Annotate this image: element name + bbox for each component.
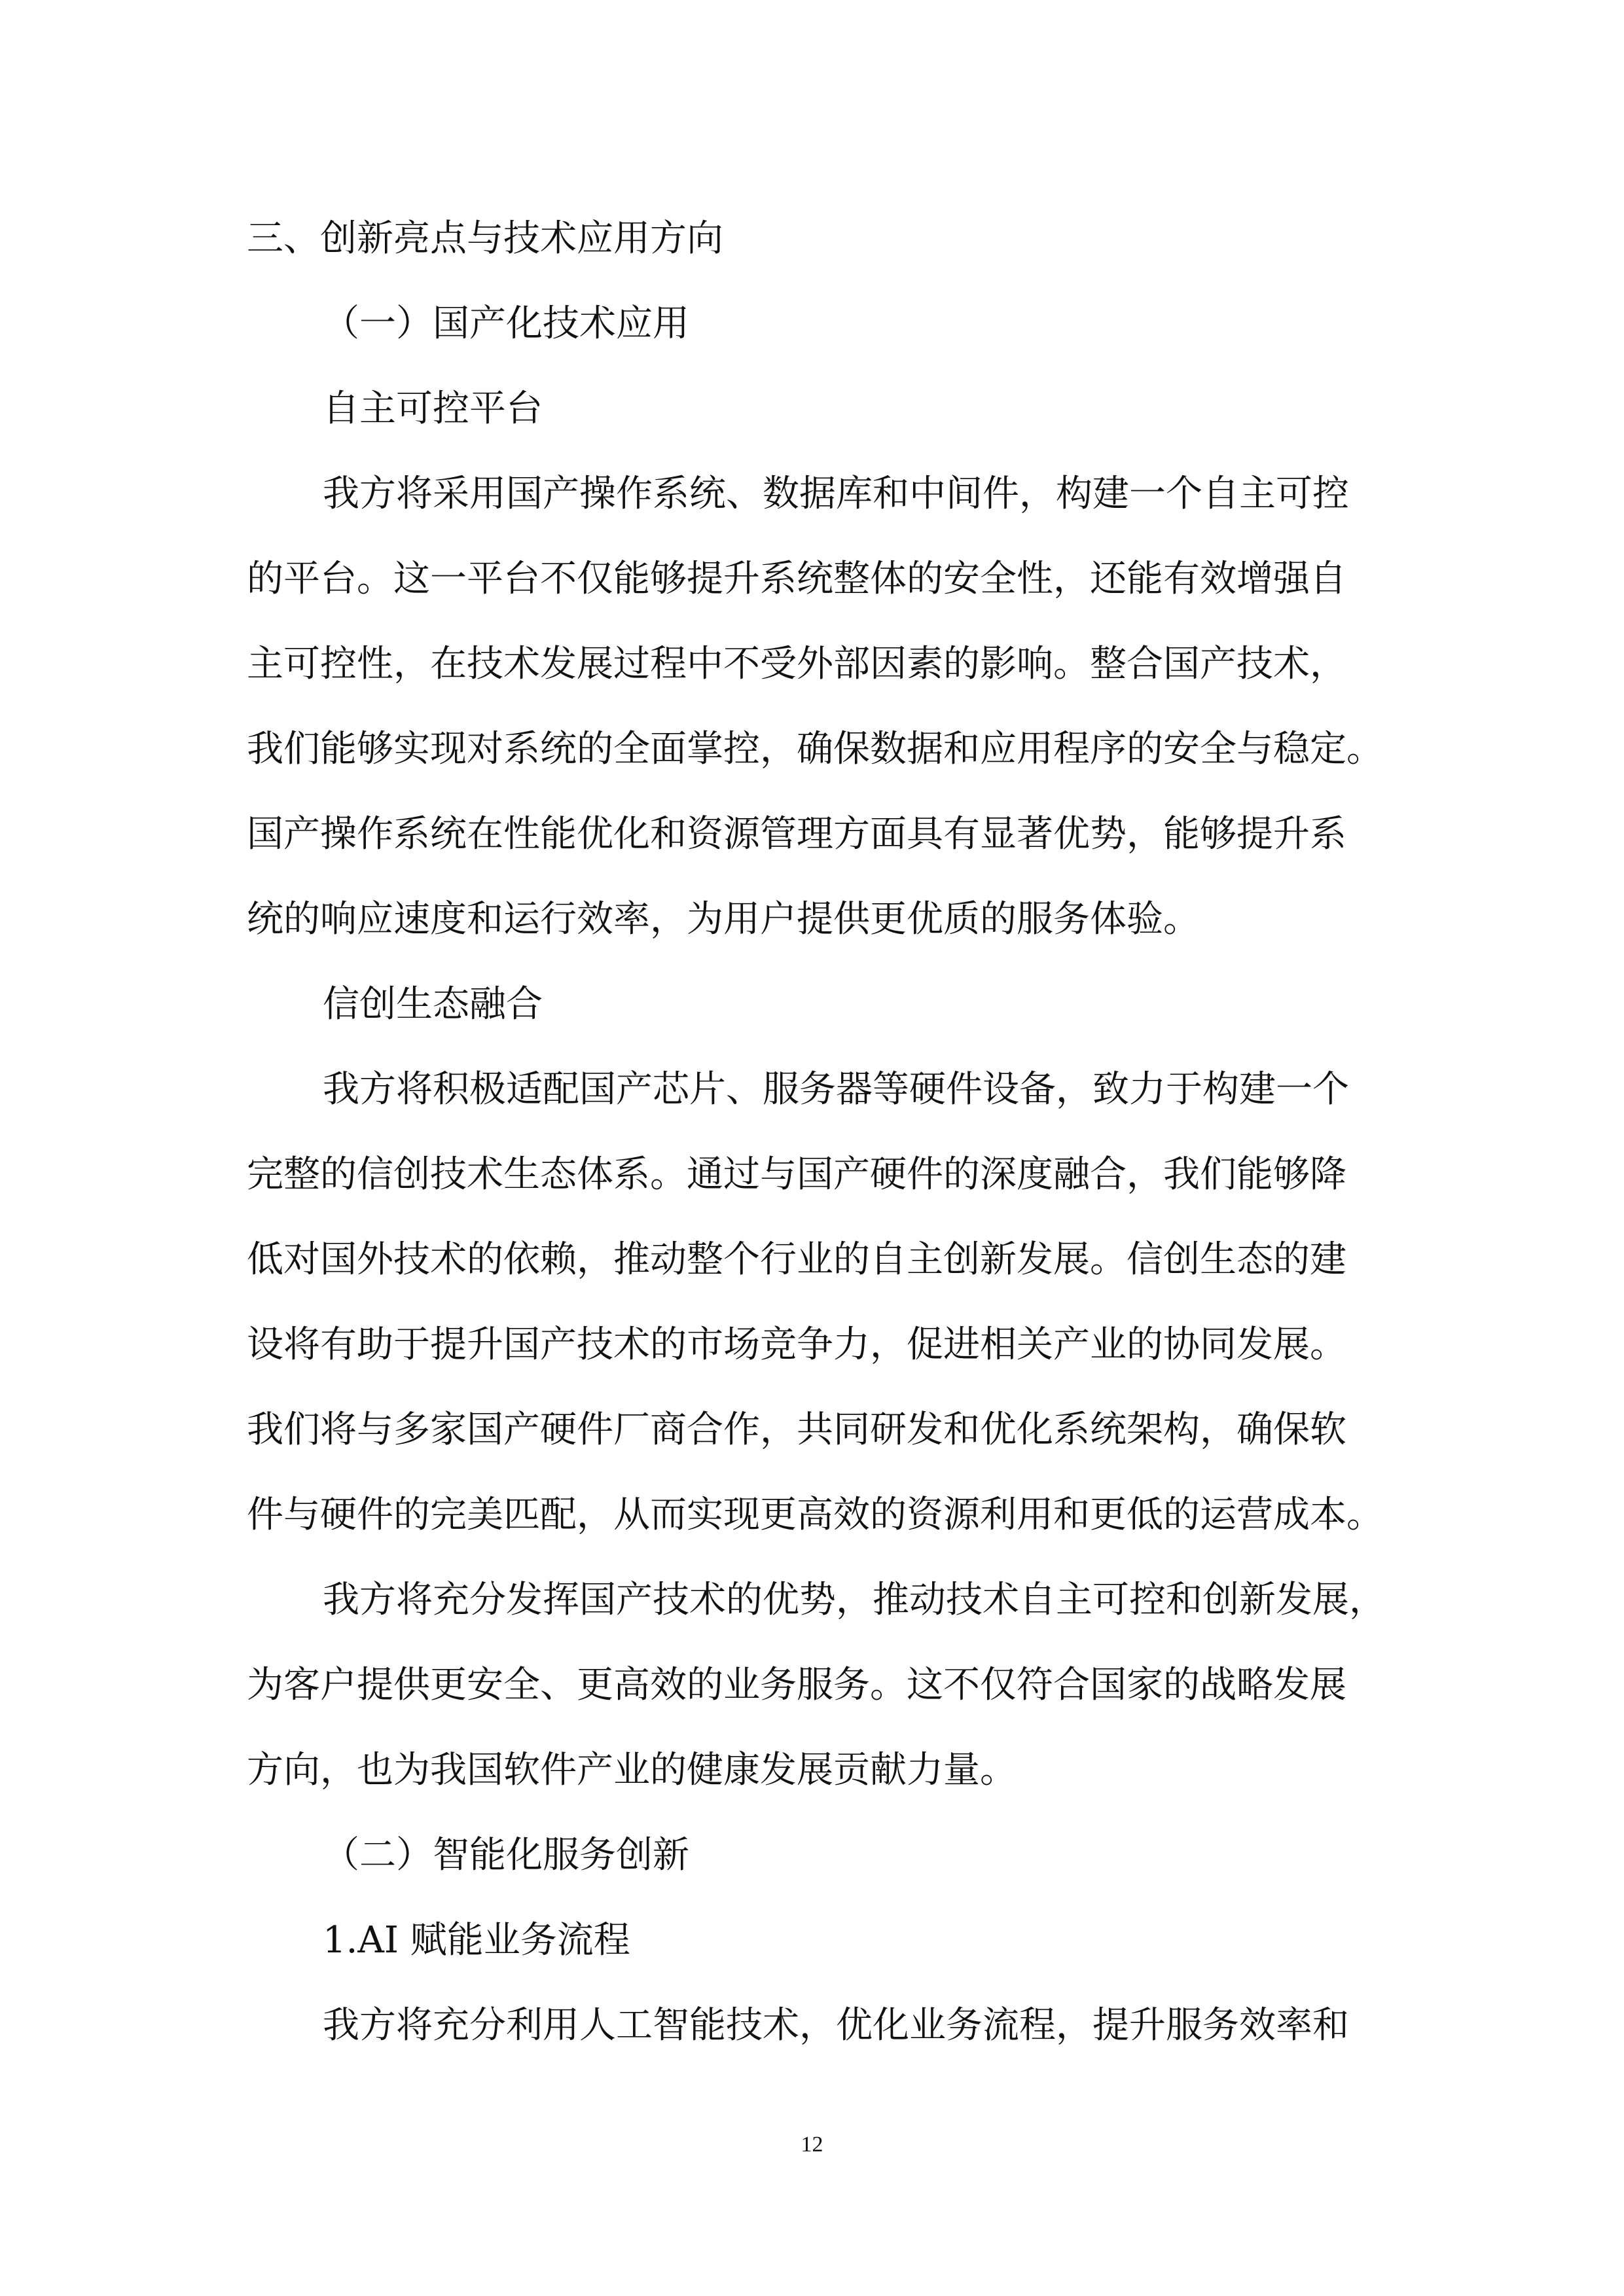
paragraph-line: 我方将充分利用人工智能技术，优化业务流程，提升服务效率和 <box>323 2004 1349 2047</box>
subsection-2-heading: （二）智能化服务创新 <box>323 1834 689 1876</box>
paragraph-line: 我们将与多家国产硬件厂商合作，共同研发和优化系统架构，确保软 <box>247 1408 1346 1451</box>
paragraph-line: 国产操作系统在性能优化和资源管理方面具有显著优势，能够提升系 <box>247 813 1346 855</box>
paragraph-line: 设将有助于提升国产技术的市场竞争力，促进相关产业的协同发展。 <box>247 1323 1346 1366</box>
paragraph-line: 低对国外技术的依赖，推动整个行业的自主创新发展。信创生态的建 <box>247 1238 1346 1281</box>
subsection-1-heading: （一）国产化技术应用 <box>323 302 689 345</box>
paragraph-line: 我方将积极适配国产芯片、服务器等硬件设备，致力于构建一个 <box>323 1068 1349 1111</box>
topic-a-title: 自主可控平台 <box>323 387 543 430</box>
page-number: 12 <box>801 2132 823 2157</box>
topic-b-title: 信创生态融合 <box>323 983 543 1026</box>
section-heading: 三、创新亮点与技术应用方向 <box>247 217 723 260</box>
paragraph-line: 方向，也为我国软件产业的健康发展贡献力量。 <box>247 1749 1017 1791</box>
paragraph-line: 主可控性，在技术发展过程中不受外部因素的影响。整合国产技术， <box>247 643 1346 685</box>
paragraph-line: 我们能够实现对系统的全面掌控，确保数据和应用程序的安全与稳定。 <box>247 728 1383 770</box>
paragraph-line: 完整的信创技术生态体系。通过与国产硬件的深度融合，我们能够降 <box>247 1153 1346 1196</box>
paragraph-line: 我方将采用国产操作系统、数据库和中间件，构建一个自主可控 <box>323 473 1349 515</box>
paragraph-line: 件与硬件的完美匹配，从而实现更高效的资源利用和更低的运营成本。 <box>247 1494 1383 1536</box>
paragraph-line: 统的响应速度和运行效率，为用户提供更优质的服务体验。 <box>247 898 1200 941</box>
topic-title: 1.AI 赋能业务流程 <box>323 1919 630 1962</box>
paragraph-line: 的平台。这一平台不仅能够提升系统整体的安全性，还能有效增强自 <box>247 558 1346 600</box>
paragraph-line: 我方将充分发挥国产技术的优势，推动技术自主可控和创新发展， <box>323 1579 1386 1621</box>
paragraph-line: 为客户提供更安全、更高效的业务服务。这不仅符合国家的战略发展 <box>247 1664 1346 1706</box>
